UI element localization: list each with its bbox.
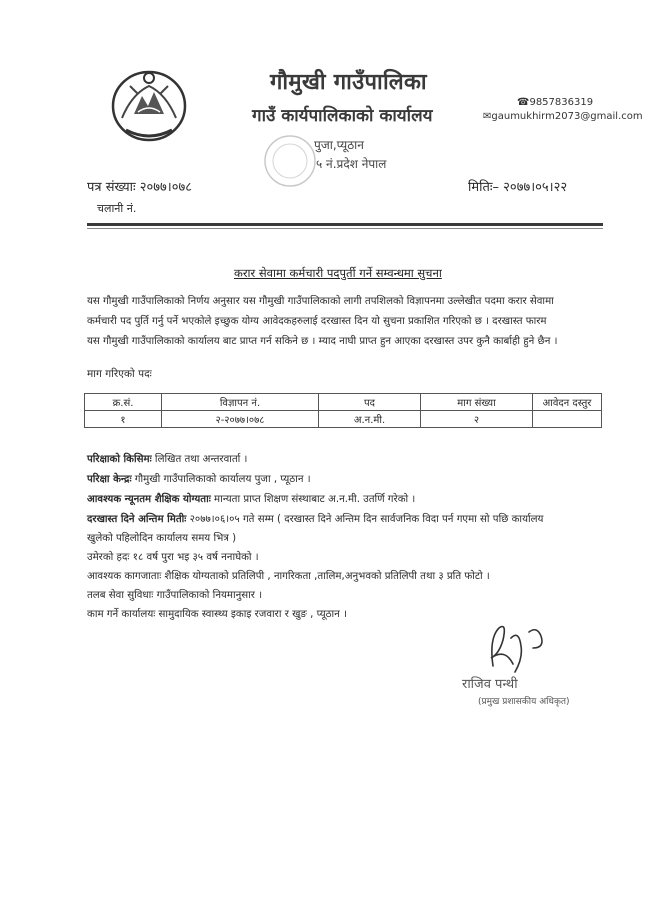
detail-label: परिक्षा केन्द्रः	[87, 474, 132, 485]
detail-label: दरखास्त दिने अन्तिम मितीः	[87, 514, 187, 525]
signatory-title: (प्रमुख प्रशासकीय अधिकृत)	[478, 697, 570, 707]
table-header-cell: पद	[319, 394, 421, 411]
notice-title: करार सेवामा कर्मचारी पदपुर्ती गर्ने सम्वन्धमा सुचना	[234, 266, 442, 280]
signatory-name: राजिव पन्थी	[462, 677, 518, 692]
office-subtitle: गाउँ कार्यपालिकाको कार्यालय	[252, 106, 433, 126]
phone-number: ☎9857836319	[517, 97, 594, 108]
header-divider-thin	[87, 228, 603, 229]
table-row	[85, 411, 602, 428]
detail-value: २०७७।०६।०५ गते सम्म ( दरखास्त दिने अन्तिम दिन सार्वजनिक विदा पर्न गएमा सो पछि कार्यालय	[186, 514, 544, 525]
address-line-1: पुजा,प्यूठान	[314, 138, 364, 152]
demand-label: माग गरिएको पदः	[87, 368, 152, 380]
notice-body-line: यस गौमुखी गाउँपालिकाको निर्णय अनुसार यस गौमुखी गाउँपालिकाको लागी तपशिलको विज्ञापनमा उल्लेखीत पदमा करार सेवामा	[87, 296, 554, 307]
dispatch-number: चलानी नं.	[97, 202, 137, 215]
address-line-2: ५ नं.प्रदेश नेपाल	[316, 157, 387, 171]
office-stamp-icon	[262, 133, 318, 189]
office-name: गौमुखी गाउँपालिका	[270, 70, 427, 95]
notice-body-line: कर्मचारी पद पुर्ति गर्नु पर्ने भएकोले इच्छुक योग्य आवेदकहरुलाई दरखास्त दिन यो सुचना प्रकाशित गरिएको छ । दरखास्त फारम	[87, 316, 547, 327]
table-header-row	[85, 394, 602, 411]
detail-value: गौमुखी गाउँपालिकाको कार्यालय पुजा , प्यूठान ।	[131, 474, 311, 485]
detail-deadline	[87, 511, 543, 525]
detail-value: मान्यता प्राप्त शिक्षण संस्थाबाट अ.न.मी. उतर्णि गरेको ।	[210, 494, 416, 505]
detail-salary: तलब सेवा सुविधाः गाउँपालिकाको नियमानुसार ।	[87, 590, 263, 601]
detail-value: लिखित तथा अन्तरवार्ता ।	[151, 454, 248, 465]
table-cell	[533, 411, 602, 428]
posts-table	[84, 393, 602, 428]
reference-number: पत्र संख्याः २०७७।०७८	[87, 180, 192, 195]
table-cell: २-२०७७।०७८	[162, 411, 319, 428]
detail-label: परिक्षाको किसिमः	[87, 454, 152, 465]
detail-workplace: काम गर्ने कार्यालयः सामुदायिक स्वास्थ्य इकाइ रजवारा र खुङ , प्यूठान ।	[87, 609, 347, 620]
table-header-cell: विज्ञापन नं.	[162, 394, 319, 411]
table-cell: अ.न.मी.	[319, 411, 421, 428]
handwritten-signature	[485, 618, 555, 676]
detail-age-limit: उमेरको हदः १८ वर्ष पुरा भइ ३५ वर्ष ननाघेको ।	[87, 552, 259, 563]
nepal-emblem-logo	[108, 64, 190, 144]
detail-label: आवश्यक न्यूनतम शैक्षिक योग्यताः	[87, 494, 211, 505]
header-divider	[87, 223, 603, 226]
notice-body-line: यस गौमुखी गाउँपालिकाको कार्यालय बाट प्राप्त गर्न सकिने छ । म्याद नाघी प्राप्त हुन आएका दरखास्त उपर कुनै कार्बाही हुने छैन ।	[87, 336, 558, 347]
detail-exam-center	[87, 471, 311, 485]
detail-qualification	[87, 491, 415, 505]
email-address: ✉gaumukhirm2073@gmail.com	[483, 111, 643, 122]
table-header-cell: माग संख्या	[421, 394, 533, 411]
detail-deadline-cont: खुलेको पहिलोदिन कार्यालय समय भित्र )	[87, 533, 237, 544]
detail-documents: आवश्यक कागजाताः शैक्षिक योग्यताको प्रतिलिपी , नागरिकता ,तालिम,अनुभवको प्रतिलिपी तथा ३ प्रति फोटो ।	[87, 571, 490, 582]
table-cell: २	[421, 411, 533, 428]
detail-exam-type	[87, 451, 247, 465]
table-cell: १	[85, 411, 162, 428]
table-header-cell: क्र.सं.	[85, 394, 162, 411]
letter-date: मितिः– २०७७।०५।२२	[468, 180, 568, 195]
table-header-cell: आवेदन दस्तुर	[533, 394, 602, 411]
